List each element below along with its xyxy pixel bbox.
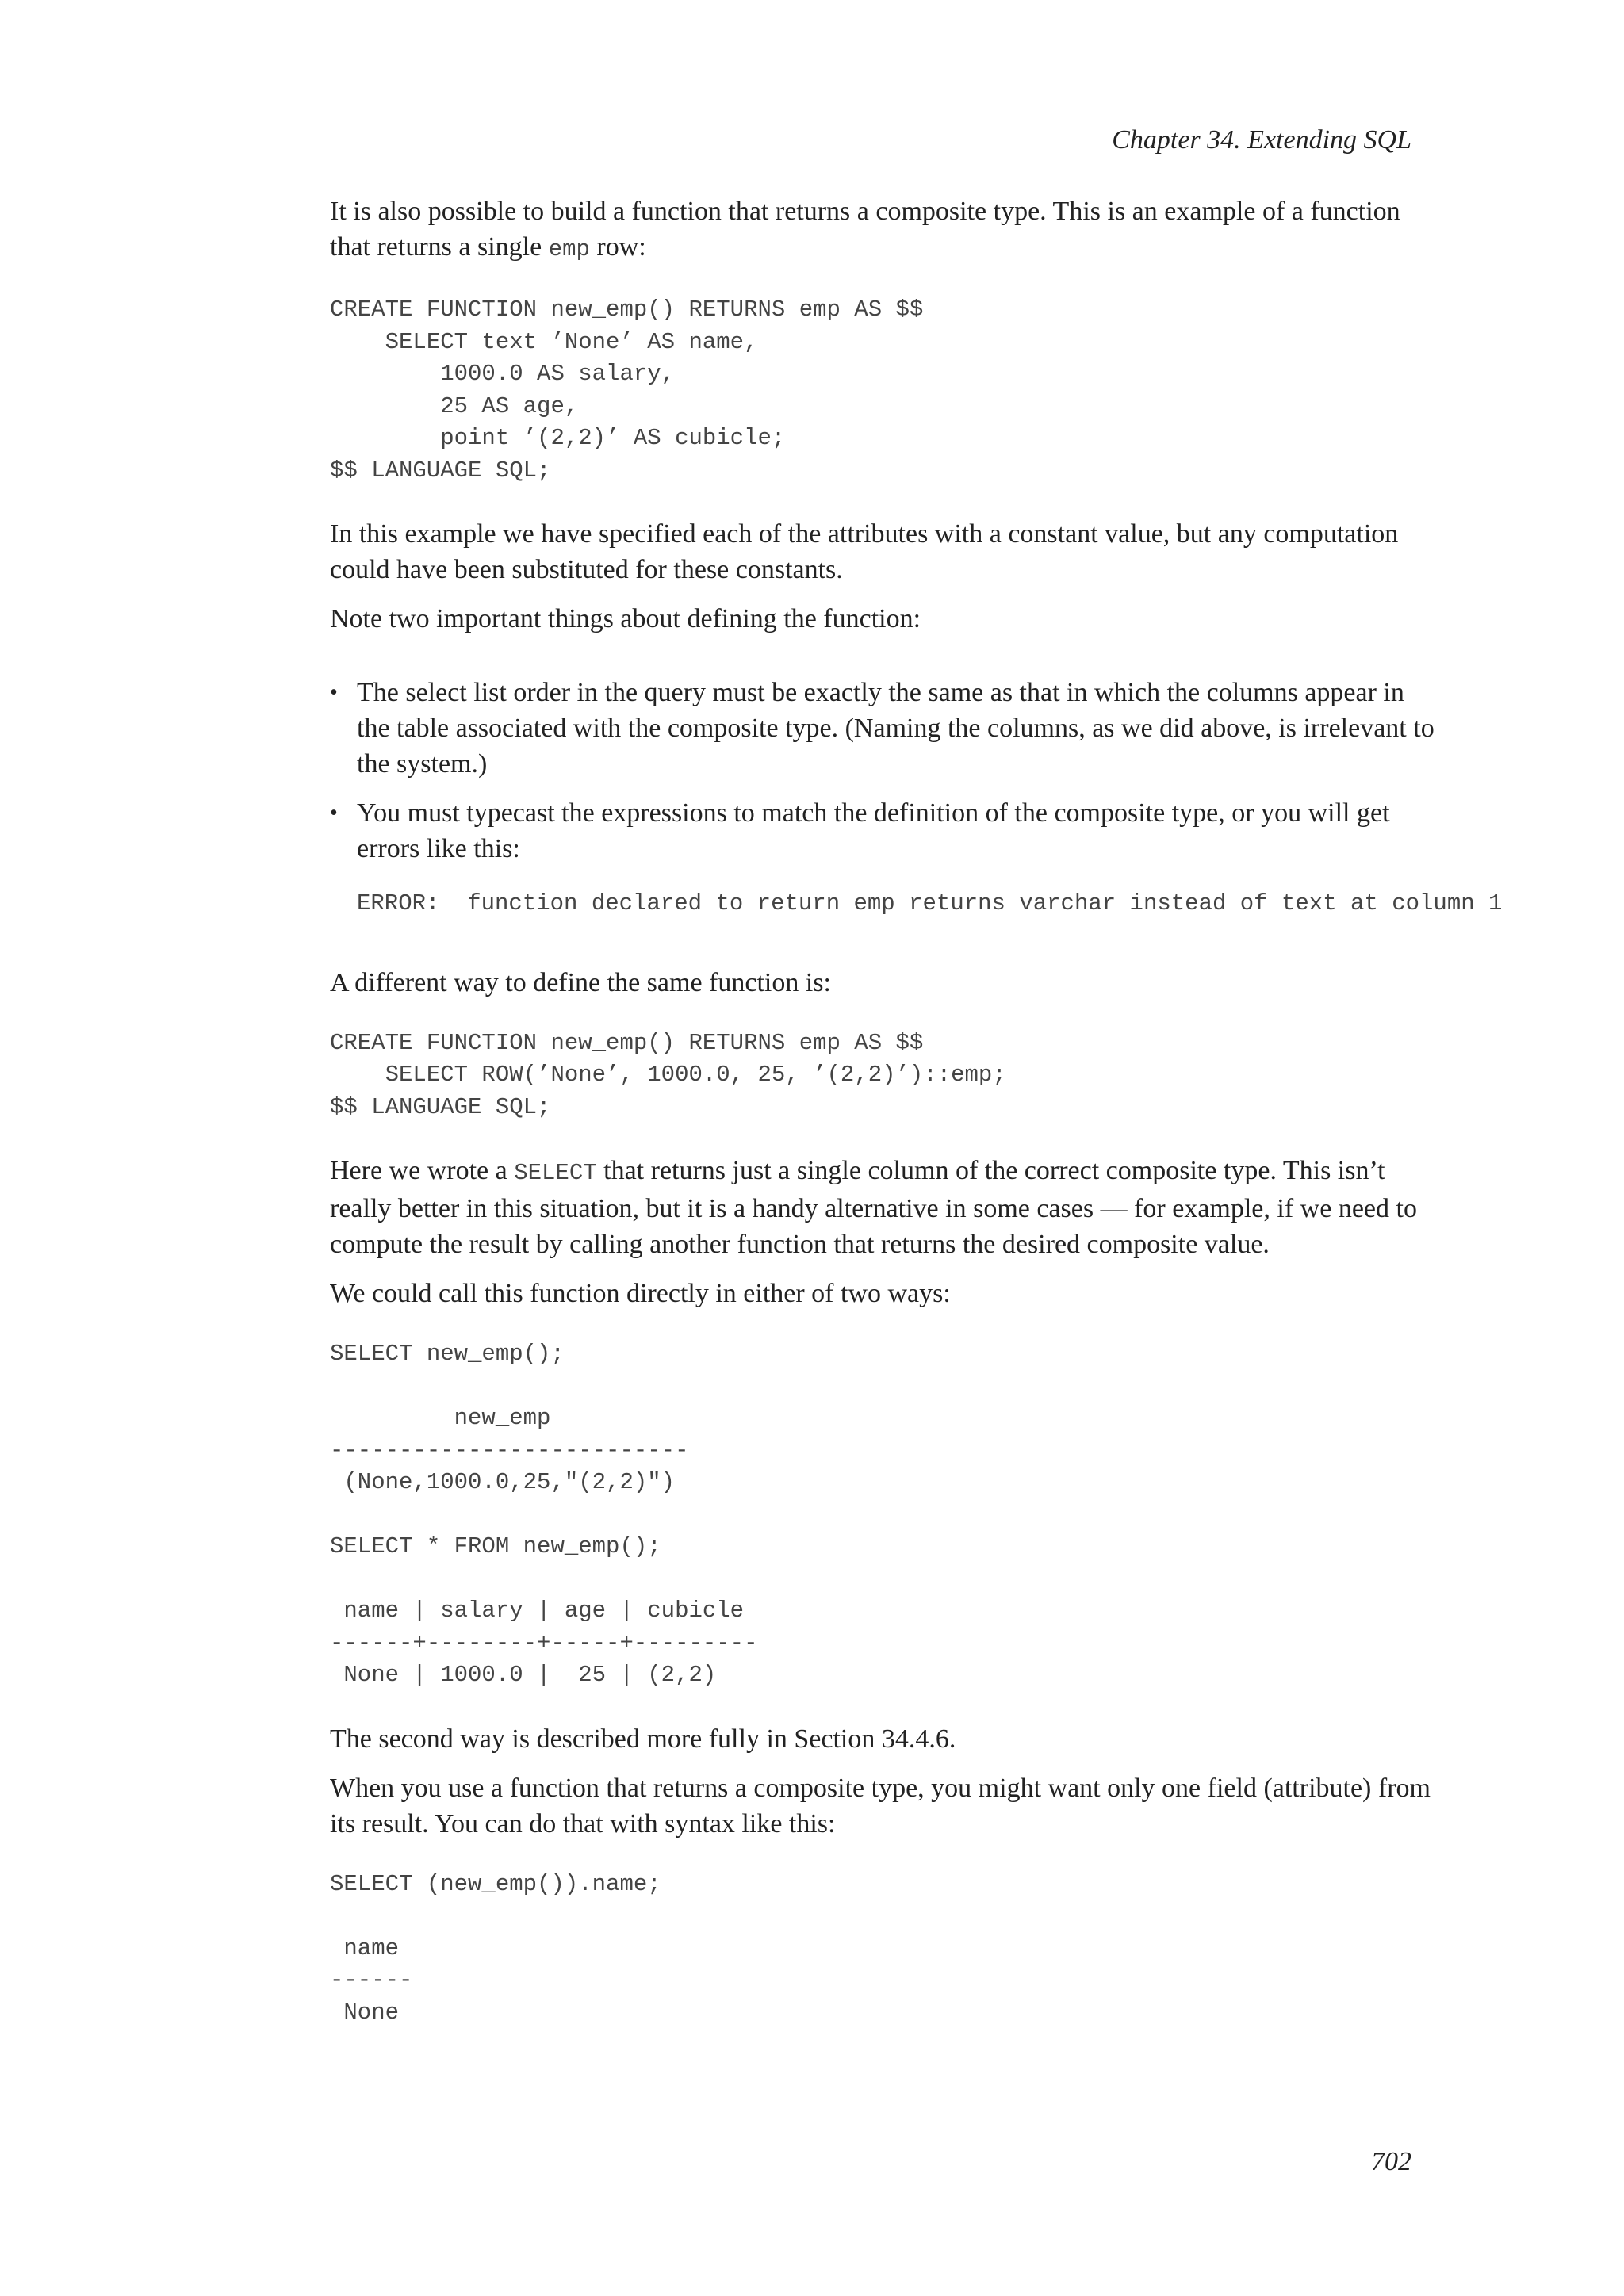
paragraph-section-ref: The second way is described more fully in Section 34.4.6. bbox=[330, 1724, 956, 1754]
paragraph-intro: It is also possible to build a function that returns a composite type. This is an example of a function that returns a single emp row: bbox=[330, 197, 1400, 262]
code-block-row-function: CREATE FUNCTION new_emp() RETURNS emp AS $$ SELECT ROW(’None’, 1000.0, 25, ’(2,2)’)::emp; $$ LANGUAGE SQL; bbox=[330, 1029, 1006, 1120]
page-content bbox=[330, 193, 1503, 2058]
paragraph-call-ways: We could call this function directly in either of two ways: bbox=[330, 1279, 951, 1308]
code-block-call-examples: SELECT new_emp(); new_emp -------------------------- (None,1000.0,25,"(2,2)") SELECT * FROM new_emp(); name | salary | age | cubicle ------+--------+-----+--------- None | 1000.0 | 25 | (2,2) bbox=[330, 1341, 758, 1688]
list-item: • You must typecast the expressions to match the definition of the composite type, or you will get errors like this: ERROR: function declared to return emp returns varchar instead of text at column 1 bbox=[330, 795, 1440, 920]
running-header: Chapter 34. Extending SQL bbox=[1112, 125, 1411, 155]
inline-code-emp: emp bbox=[548, 236, 590, 262]
inline-code-select: SELECT bbox=[514, 1160, 597, 1186]
bullet-mark: • bbox=[330, 680, 338, 705]
bullet-list bbox=[330, 675, 1503, 920]
paragraph-constants: In this example we have specified each of the attributes with a constant value, but any computation could have been substituted for these constants. bbox=[330, 519, 1399, 584]
paragraph-field-access: When you use a function that returns a composite type, you might want only one field (attribute) from its result. You can do that with syntax like this: bbox=[330, 1773, 1431, 1839]
bullet-mark: • bbox=[330, 801, 338, 825]
paragraph-select-explanation: Here we wrote a SELECT that returns just a single column of the correct composite type. This isn’t really better in this situation, but it is a handy alternative in some cases — for example, if we need to compute the result by calling another function that returns the desired composite value. bbox=[330, 1156, 1417, 1259]
code-block-field-select: SELECT (new_emp()).name; name ------ None bbox=[330, 1870, 661, 2026]
page-number: 702 bbox=[1371, 2147, 1411, 2176]
paragraph-different-way: A different way to define the same function is: bbox=[330, 967, 831, 997]
paragraph-note: Note two important things about defining the function: bbox=[330, 604, 921, 633]
code-block-error: ERROR: function declared to return emp returns varchar instead of text at column 1 bbox=[357, 890, 1503, 916]
list-item: • The select list order in the query must be exactly the same as that in which the columns appear in the table associated with the composite type. (Naming the columns, as we did above, is irrelevant to the system.) bbox=[330, 675, 1440, 782]
code-block-create-function: CREATE FUNCTION new_emp() RETURNS emp AS $$ SELECT text ’None’ AS name, 1000.0 AS salary, 25 AS age, point ’(2,2)’ AS cubicle; $$ LANGUAGE SQL; bbox=[330, 297, 924, 484]
